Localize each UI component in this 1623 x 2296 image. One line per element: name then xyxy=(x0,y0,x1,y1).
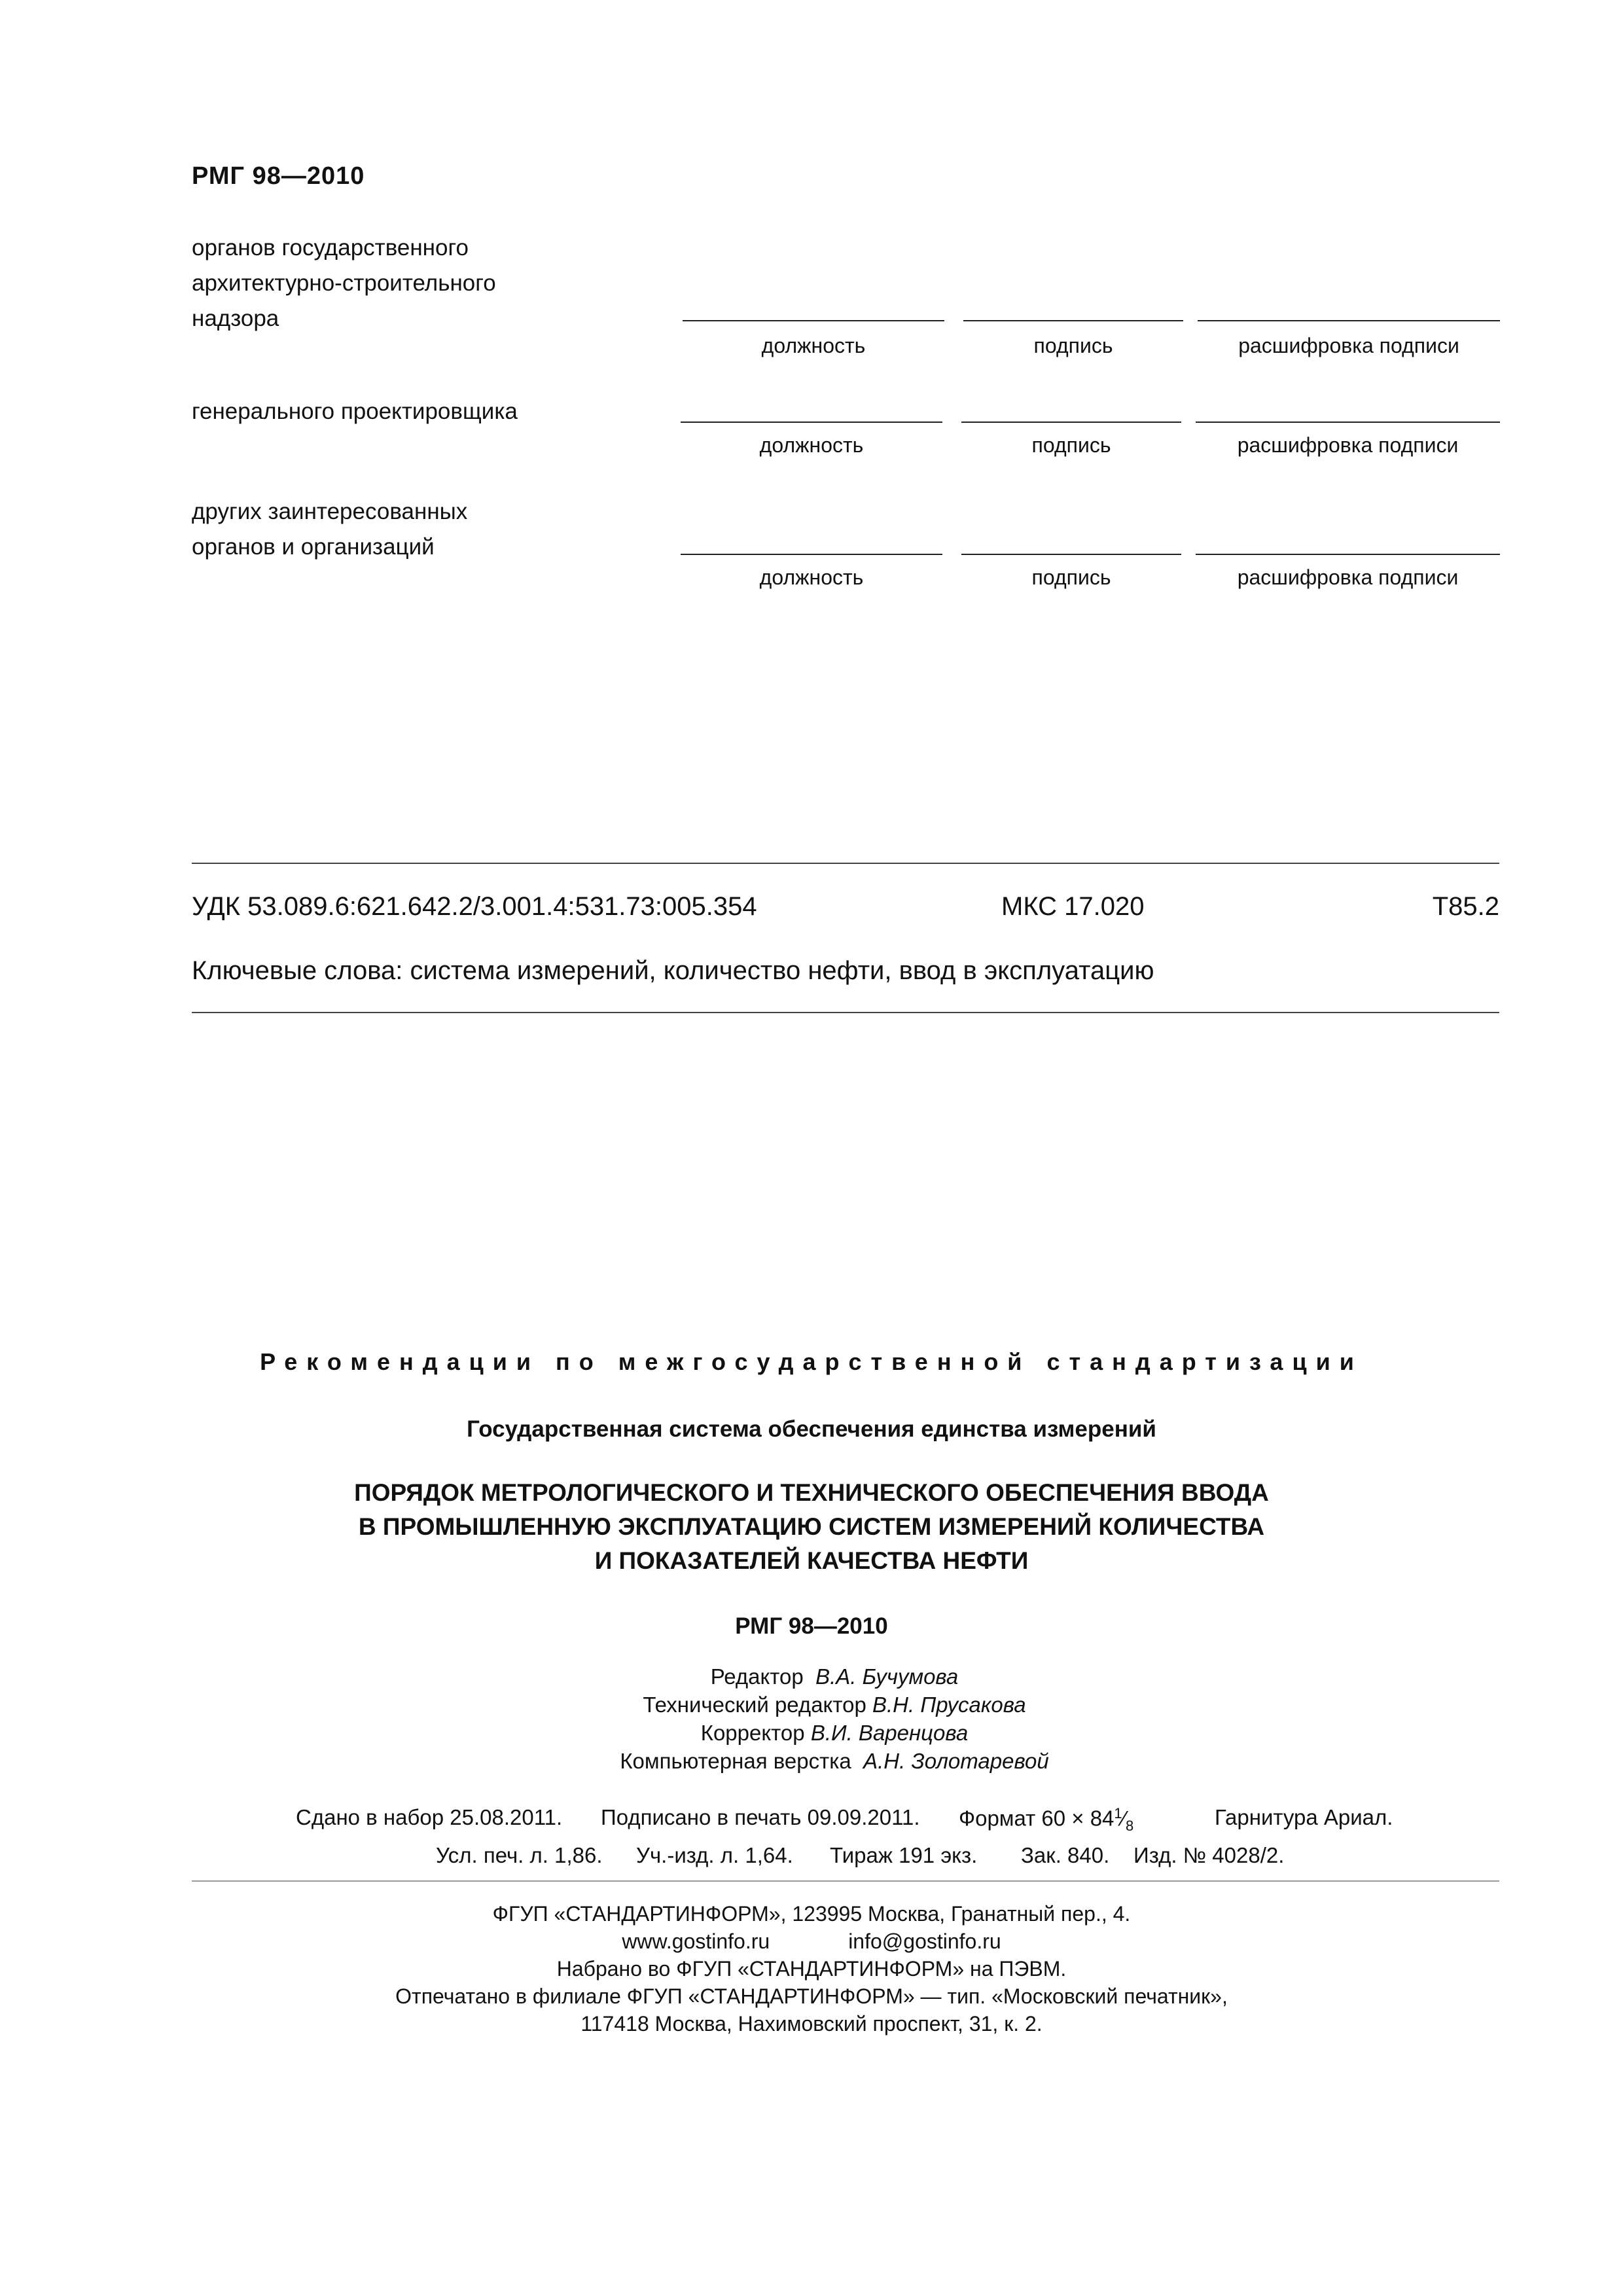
credit-name: В.И. Варенцова xyxy=(810,1721,969,1745)
credit-name: В.А. Бучумова xyxy=(815,1664,959,1689)
udc-code: УДК 53.089.6:621.642.2/3.001.4:531.73:005.354 xyxy=(192,892,757,921)
paper-format xyxy=(959,1805,1133,1835)
position-caption: должность xyxy=(759,565,864,589)
position-caption: должность xyxy=(759,433,864,457)
edition-number: Изд. № 4028/2. xyxy=(1133,1843,1285,1867)
document-title xyxy=(0,1476,1623,1578)
fraction-denominator: 8 xyxy=(1126,1818,1134,1835)
label-line: других заинтересованных xyxy=(192,499,468,524)
print-sheets: Усл. печ. л. 1,86. xyxy=(436,1843,603,1867)
decoding-caption: расшифровка подписи xyxy=(1237,433,1459,457)
credit-layout xyxy=(0,1747,1623,1775)
format-fraction: $^1⁄_8$ xyxy=(1114,1805,1134,1835)
decoding-line[interactable] xyxy=(1198,320,1500,321)
document-code-header: РМГ 98—2010 xyxy=(192,162,365,190)
divider xyxy=(192,863,1499,864)
credit-editor xyxy=(0,1662,1623,1691)
signature-line[interactable] xyxy=(963,320,1183,321)
sent-to-typeset: Сдано в набор 25.08.2011. xyxy=(296,1805,563,1829)
mks-code: МКС 17.020 xyxy=(1001,892,1145,921)
divider xyxy=(192,1880,1499,1882)
group-code: Т85.2 xyxy=(1432,892,1499,921)
credit-role: Технический редактор xyxy=(643,1693,866,1717)
printer-address: 117418 Москва, Нахимовский проспект, 31, к. 2. xyxy=(580,2012,1043,2036)
label-line: органов и организаций xyxy=(192,534,435,560)
format-text: Формат 60 × 84 xyxy=(959,1806,1115,1831)
signature-caption: подпись xyxy=(1033,334,1113,357)
publisher-email[interactable]: info@gostinfo.ru xyxy=(848,1929,1001,1953)
document-code: РМГ 98—2010 xyxy=(735,1613,888,1639)
position-line[interactable] xyxy=(681,422,942,423)
printer-note: Отпечатано в филиале ФГУП «СТАНДАРТИНФОРМ» — тип. «Московский печатник», xyxy=(395,1984,1228,2008)
publisher-info xyxy=(0,1900,1623,2037)
typeset-note: Набрано во ФГУП «СТАНДАРТИНФОРМ» на ПЭВМ. xyxy=(556,1957,1067,1981)
title-line: В ПРОМЫШЛЕННУЮ ЭКСПЛУАТАЦИЮ СИСТЕМ ИЗМЕРЕНИЙ КОЛИЧЕСТВА xyxy=(358,1513,1265,1540)
credit-tech-editor xyxy=(0,1691,1623,1719)
publisher-website[interactable]: www.gostinfo.ru xyxy=(622,1929,770,1953)
credit-proofreader xyxy=(0,1719,1623,1747)
publisher-address: ФГУП «СТАНДАРТИНФОРМ», 123995 Москва, Гранатный пер., 4. xyxy=(492,1902,1131,1926)
system-title: Государственная система обеспечения единства измерений xyxy=(467,1416,1156,1442)
publisher-contacts xyxy=(0,1928,1623,1955)
signature-line[interactable] xyxy=(961,422,1181,423)
decoding-caption: расшифровка подписи xyxy=(1238,334,1459,357)
position-line[interactable] xyxy=(683,320,944,321)
print-run: Тираж 191 экз. xyxy=(830,1843,978,1867)
credits xyxy=(0,1662,1623,1775)
label-line: надзора xyxy=(192,306,279,331)
title-line: ПОРЯДОК МЕТРОЛОГИЧЕСКОГО И ТЕХНИЧЕСКОГО ОБЕСПЕЧЕНИЯ ВВОДА xyxy=(354,1479,1269,1506)
credit-role: Компьютерная верстка xyxy=(620,1749,851,1773)
publisher-sheets: Уч.-изд. л. 1,64. xyxy=(636,1843,793,1867)
signature-group-label xyxy=(192,494,467,565)
signature-caption: подпись xyxy=(1031,565,1111,589)
label-line: органов государственного xyxy=(192,235,469,260)
decoding-caption: расшифровка подписи xyxy=(1237,565,1459,589)
signed-for-print: Подписано в печать 09.09.2011. xyxy=(601,1805,920,1829)
divider xyxy=(192,1012,1499,1013)
signature-group-label xyxy=(192,394,518,429)
order-number: Зак. 840. xyxy=(1021,1843,1110,1867)
label-line: архитектурно-строительного xyxy=(192,270,496,296)
position-line[interactable] xyxy=(681,554,942,555)
series-title: Рекомендации по межгосударственной стандартизации xyxy=(260,1348,1363,1375)
signature-group-label xyxy=(192,230,496,336)
position-caption: должность xyxy=(761,334,866,357)
credit-name: В.Н. Прусакова xyxy=(872,1693,1026,1717)
fraction-numerator: 1 xyxy=(1114,1805,1122,1821)
credit-role: Корректор xyxy=(700,1721,805,1745)
typeface: Гарнитура Ариал. xyxy=(1215,1805,1393,1829)
label-line: генерального проектировщика xyxy=(192,399,518,424)
keywords: Ключевые слова: система измерений, количество нефти, ввод в эксплуатацию xyxy=(192,956,1154,985)
title-line: И ПОКАЗАТЕЛЕЙ КАЧЕСТВА НЕФТИ xyxy=(594,1547,1029,1574)
signature-line[interactable] xyxy=(961,554,1181,555)
decoding-line[interactable] xyxy=(1196,554,1500,555)
decoding-line[interactable] xyxy=(1196,422,1500,423)
credit-role: Редактор xyxy=(710,1664,804,1689)
credit-name: А.Н. Золотаревой xyxy=(863,1749,1049,1773)
signature-caption: подпись xyxy=(1031,433,1111,457)
